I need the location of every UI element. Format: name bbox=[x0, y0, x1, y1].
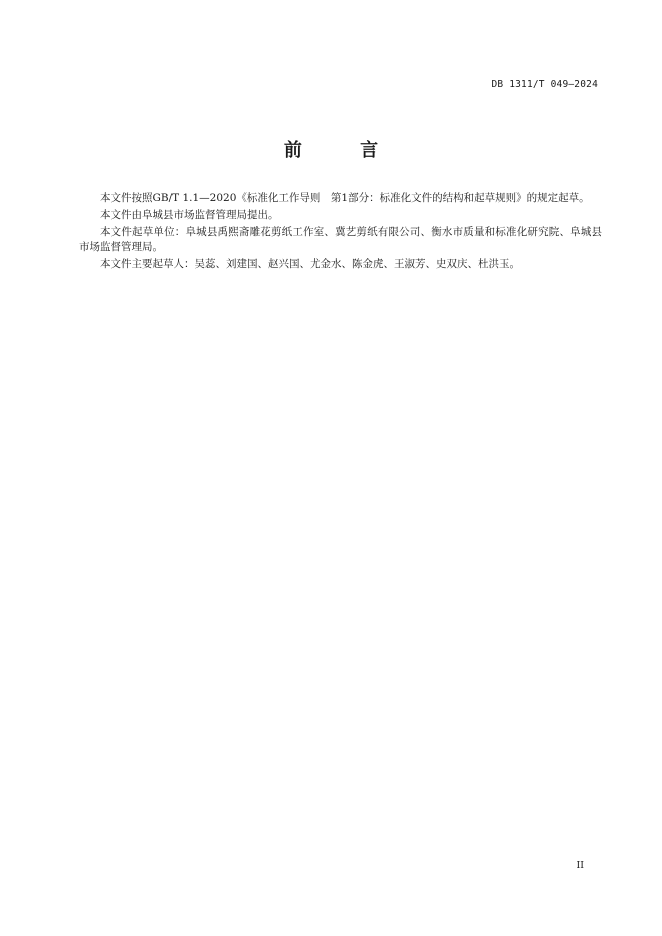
standard-code: DB 1311/T 049—2024 bbox=[491, 79, 598, 90]
paragraph-drafting-units: 本文件起草单位：阜城县禹熙斋雕花剪纸工作室、冀艺剪纸有限公司、衡水市质量和标准化研究院、阜城县市场监督管理局。 bbox=[79, 226, 602, 253]
paragraph-proposer: 本文件由阜城县市场监督管理局提出。 bbox=[100, 209, 279, 221]
paragraph-drafting-basis: 本文件按照GB/T 1.1—2020《标准化工作导则 第1部分：标准化文件的结构和起草规则》的规定起草。 bbox=[100, 192, 590, 204]
page-title: 前 言 bbox=[283, 140, 405, 161]
page-number: II bbox=[576, 860, 584, 871]
foreword-body bbox=[79, 191, 602, 274]
paragraph-drafters: 本文件主要起草人：吴蕊、刘建国、赵兴国、尤金水、陈金虎、王淑芳、史双庆、杜洪玉。 bbox=[100, 258, 520, 270]
